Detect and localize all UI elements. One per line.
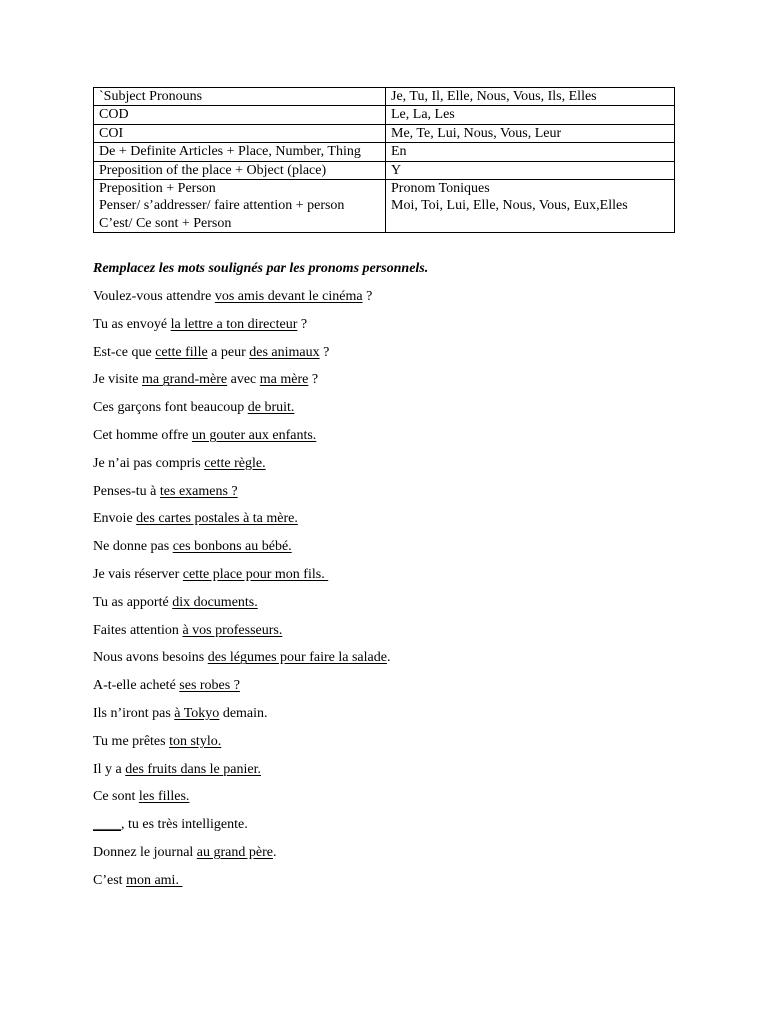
exercise-sentence	[93, 611, 675, 639]
sentence-text: C’est	[93, 872, 127, 888]
sentence-text: Voulez-vous attendre	[93, 289, 215, 305]
underlined-phrase: ma grand-mère	[142, 372, 228, 388]
exercise-sentence	[93, 527, 675, 555]
table-row	[94, 106, 675, 124]
exercise-instruction: Remplacez les mots soulignés par les pronoms personnels.	[93, 261, 429, 277]
sentence-text: Faites attention	[93, 622, 183, 638]
underlined-phrase: cette place pour mon fils.	[182, 567, 329, 583]
table-cell-usage	[94, 88, 386, 106]
sentence-text: Je vais réserver	[93, 567, 183, 583]
cell-line: Penser/ s’addresser/ faire attention + person	[99, 198, 345, 214]
table-cell-pronouns	[386, 143, 675, 161]
table-cell-pronouns	[386, 106, 675, 124]
table-row	[94, 88, 675, 106]
sentence-text: Je n’ai pas compris	[93, 455, 205, 471]
cell-line: Me, Te, Lui, Nous, Vous, Leur	[391, 125, 562, 141]
sentence-text: ?	[362, 289, 373, 305]
exercise-sentence	[93, 555, 675, 583]
cell-line: Preposition of the place + Object (place)	[99, 162, 327, 178]
underlined-phrase: ton stylo.	[169, 733, 222, 749]
document-page	[93, 87, 675, 889]
sentence-text: Tu as apporté	[93, 594, 173, 610]
table-cell-pronouns	[386, 88, 675, 106]
cell-line: Je, Tu, Il, Elle, Nous, Vous, Ils, Elles	[391, 89, 597, 104]
exercise-sentence	[93, 583, 675, 611]
sentence-text: Nous avons besoins	[93, 650, 208, 666]
cell-line: C’est/ Ce sont + Person	[99, 215, 232, 231]
underlined-phrase: à Tokyo	[174, 706, 220, 721]
exercise-sentence	[93, 416, 675, 444]
sentence-text: Donnez le journal	[93, 844, 197, 860]
sentence-text: Cet homme offre	[93, 428, 192, 444]
sentence-text: demain.	[219, 706, 268, 721]
underlined-phrase: à vos professeurs.	[182, 622, 283, 638]
table-row	[94, 124, 675, 142]
sentence-text: , tu es très intelligente.	[121, 817, 248, 833]
underlined-phrase: un gouter aux enfants.	[191, 428, 317, 444]
sentence-text: Ne donne pas	[93, 539, 173, 555]
sentence-text: Ce sont	[93, 789, 139, 805]
underlined-phrase: des animaux	[249, 344, 320, 360]
underlined-phrase: cette fille	[155, 344, 208, 360]
exercise-sentence	[93, 305, 675, 333]
underlined-phrase: vos amis devant le cinéma	[214, 289, 363, 305]
sentence-text: Je visite	[93, 372, 142, 388]
underlined-phrase: des légumes pour faire la salade	[207, 650, 387, 666]
cell-line: COD	[99, 107, 129, 123]
table-row	[94, 161, 675, 179]
table-cell-usage	[94, 161, 386, 179]
exercise-sentence	[93, 750, 675, 778]
table-cell-usage	[94, 106, 386, 124]
sentence-text: avec	[227, 372, 260, 388]
cell-line: Preposition + Person	[99, 181, 216, 197]
pronoun-table-body	[94, 88, 675, 233]
underlined-phrase: ces bonbons au bébé.	[172, 539, 292, 555]
sentence-text: Ils n’iront pas	[93, 706, 175, 721]
sentence-text: Penses-tu à	[93, 483, 160, 499]
underlined-phrase: tes examens ?	[159, 483, 238, 499]
cell-line: COI	[99, 125, 124, 141]
underlined-phrase: au grand père	[196, 844, 273, 860]
exercise-sentence	[93, 666, 675, 694]
table-cell-pronouns	[386, 161, 675, 179]
exercise-sentence	[93, 694, 675, 722]
pronoun-table	[93, 87, 675, 233]
exercise-sentence	[93, 277, 675, 305]
sentence-text: .	[386, 650, 391, 666]
exercise-sentence	[93, 500, 675, 528]
underlined-phrase: ____	[93, 817, 121, 833]
exercise-sentence	[93, 639, 675, 667]
table-row	[94, 180, 675, 233]
sentence-text: Envoie	[93, 511, 137, 527]
underlined-phrase: de bruit.	[247, 400, 295, 416]
cell-line: En	[391, 144, 407, 160]
exercise-sentence	[93, 805, 675, 833]
exercise-sentence	[93, 778, 675, 806]
underlined-phrase: dix documents.	[172, 594, 258, 610]
sentence-text: Ces garçons font beaucoup	[93, 400, 248, 416]
underlined-phrase: ma mère	[259, 372, 309, 388]
sentence-text: Est-ce que	[93, 344, 156, 360]
underlined-phrase: des fruits dans le panier.	[125, 761, 261, 777]
underlined-phrase: cette règle.	[204, 455, 266, 471]
exercise-sentence	[93, 472, 675, 500]
underlined-phrase: des cartes postales à ta mère.	[136, 511, 298, 527]
cell-line: `Subject Pronouns	[99, 89, 203, 104]
exercise-sentence	[93, 861, 675, 889]
sentence-text: ?	[308, 372, 319, 388]
sentence-text: Tu me prêtes	[93, 733, 170, 749]
sentence-text: .	[272, 844, 277, 860]
underlined-phrase: ses robes ?	[179, 678, 240, 694]
table-cell-pronouns	[386, 180, 675, 233]
cell-line: Le, La, Les	[391, 107, 455, 123]
cell-line: Moi, Toi, Lui, Elle, Nous, Vous, Eux,Elles	[391, 198, 628, 214]
exercise-sentence	[93, 361, 675, 389]
sentence-text: A-t-elle acheté	[93, 678, 180, 694]
exercise-sentence	[93, 444, 675, 472]
exercise-sentence	[93, 333, 675, 361]
underlined-phrase: la lettre a ton directeur	[170, 316, 298, 332]
table-cell-usage	[94, 143, 386, 161]
sentence-text: ?	[297, 316, 308, 332]
sentence-text: Tu as envoyé	[93, 316, 171, 332]
exercise-sentence-list	[93, 277, 675, 889]
exercise-sentence	[93, 388, 675, 416]
sentence-text: Il y a	[93, 761, 126, 777]
table-cell-pronouns	[386, 124, 675, 142]
underlined-phrase: les filles.	[138, 789, 190, 805]
sentence-text: ?	[319, 344, 330, 360]
table-row	[94, 143, 675, 161]
underlined-phrase: mon ami.	[126, 872, 183, 888]
table-cell-usage	[94, 124, 386, 142]
table-cell-usage	[94, 180, 386, 233]
cell-line: Y	[391, 162, 402, 178]
sentence-text: a peur	[207, 344, 250, 360]
cell-line: Pronom Toniques	[391, 181, 490, 197]
cell-line: De + Definite Articles + Place, Number, Thing	[99, 144, 361, 160]
exercise-sentence	[93, 833, 675, 861]
exercise-sentence	[93, 722, 675, 750]
